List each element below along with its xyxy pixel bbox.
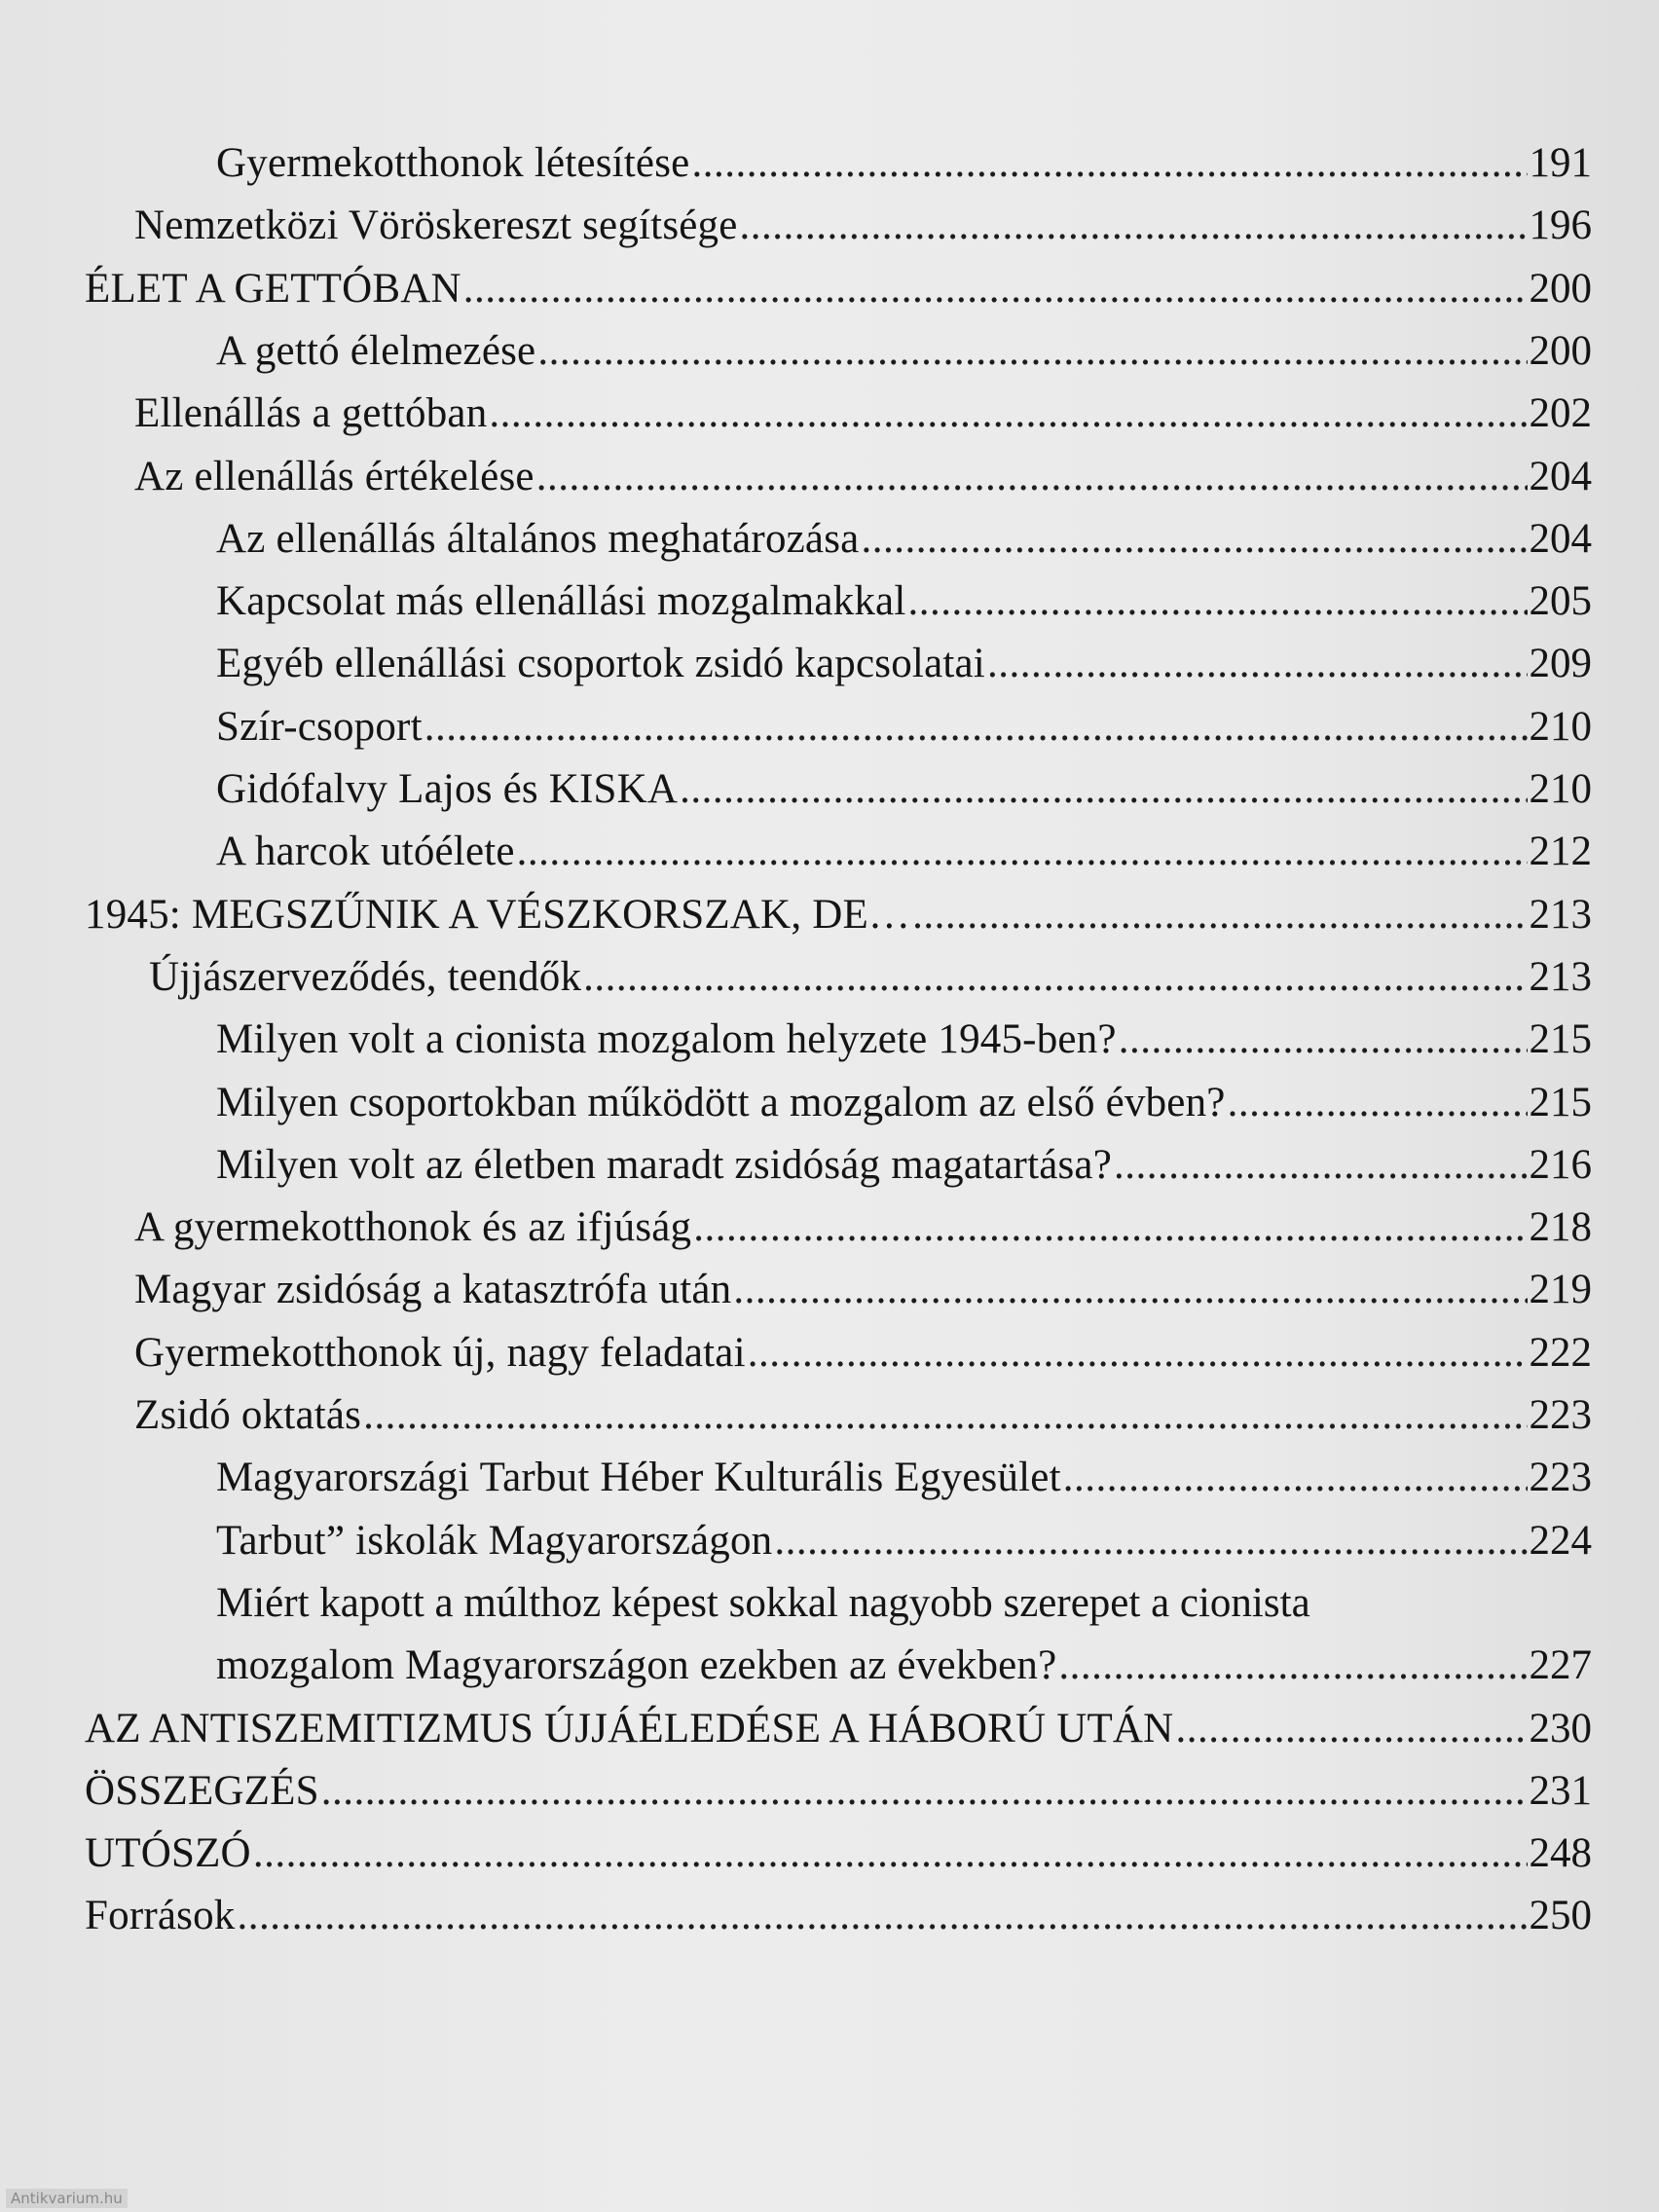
dot-leader [1228, 1076, 1528, 1130]
toc-entry-line [149, 950, 1592, 1005]
toc-entry-line [216, 700, 1592, 755]
dot-leader [517, 825, 1528, 879]
dot-leader [321, 1764, 1528, 1819]
toc-entry [0, 1200, 1659, 1263]
toc-entry-title: A gyermekotthonok és az ifjúság [134, 1204, 692, 1250]
toc-entry [0, 324, 1659, 387]
dot-leader [1063, 1451, 1528, 1505]
dot-leader [363, 1388, 1527, 1443]
toc-entry-title: Szír-csoport [216, 704, 423, 750]
dot-leader [424, 700, 1528, 755]
toc-entry-line [134, 199, 1592, 253]
toc-entry-page-number: 227 [1529, 1642, 1592, 1688]
toc-entry-line [216, 1514, 1592, 1568]
dot-leader [680, 762, 1527, 817]
toc-entry-page-number: 210 [1529, 704, 1592, 750]
toc-entry-title: Milyen volt a cionista mozgalom helyzete 1945-ben? [216, 1016, 1117, 1062]
toc-entry-line [216, 1451, 1592, 1505]
toc-entry-page-number: 196 [1529, 203, 1592, 248]
toc-entry-page-number: 205 [1529, 578, 1592, 624]
toc-entry-title: Gyermekotthonok új, nagy feladatai [134, 1330, 746, 1376]
toc-entry-title: Egyéb ellenállási csoportok zsidó kapcsolatai [216, 641, 985, 686]
toc-entry-line [85, 1826, 1592, 1881]
toc-entry [0, 450, 1659, 512]
toc-entry [0, 1326, 1659, 1388]
toc-entry [0, 762, 1659, 825]
toc-entry [0, 1013, 1659, 1075]
toc-entry-page-number: 218 [1529, 1204, 1592, 1250]
toc-entry-line [134, 1326, 1592, 1381]
toc-entry-line [85, 1764, 1592, 1819]
toc-entry-line [85, 888, 1592, 942]
dot-leader [237, 1889, 1527, 1943]
toc-entry-title: ÉLET A GETTÓBAN [85, 266, 461, 312]
toc-entry-line [216, 136, 1592, 191]
dot-leader [912, 888, 1527, 942]
toc-entry [0, 1076, 1659, 1138]
toc-entry [0, 1451, 1659, 1513]
toc-entry-title: ÖSSZEGZÉS [85, 1768, 319, 1814]
toc-entry [0, 262, 1659, 324]
dot-leader [463, 262, 1528, 316]
toc-entry-line [134, 1200, 1592, 1255]
toc-entry-title: Ellenállás a gettóban [134, 390, 488, 436]
dot-leader [691, 136, 1527, 191]
toc-entry-line [216, 1076, 1592, 1130]
dot-leader [1175, 1702, 1527, 1756]
toc-entry [0, 700, 1659, 762]
toc-entry-title: Magyarországi Tarbut Héber Kulturális Egyesület [216, 1455, 1061, 1500]
dot-leader [1058, 1639, 1527, 1693]
dot-leader [987, 637, 1528, 691]
watermark: Antikvarium.hu [6, 2189, 128, 2208]
toc-entry [0, 888, 1659, 950]
toc-entry-page-number: 209 [1529, 641, 1592, 686]
toc-entry-page-number: 200 [1529, 328, 1592, 374]
dot-leader [583, 950, 1527, 1005]
toc-entry-title: Az ellenállás értékelése [134, 454, 535, 499]
toc-entry [0, 1702, 1659, 1764]
toc-entry [0, 1263, 1659, 1325]
toc-entry-title: mozgalom Magyarországon ezekben az években? [216, 1642, 1057, 1688]
dot-leader [536, 450, 1528, 504]
toc-entry-line [216, 1639, 1592, 1693]
toc-entry-title: Kapcsolat más ellenállási mozgalmakkal [216, 578, 906, 624]
toc-entry-title: Magyar zsidóság a katasztrófa után [134, 1267, 732, 1312]
toc-entry-line [216, 637, 1592, 691]
toc-entry-line [216, 825, 1592, 879]
toc-entry-page-number: 202 [1529, 390, 1592, 436]
toc-entry-page-number: 222 [1529, 1330, 1592, 1376]
toc-entry [0, 1764, 1659, 1826]
toc-entry-line [216, 762, 1592, 817]
toc-entry [0, 1514, 1659, 1576]
dot-leader [1119, 1013, 1528, 1067]
toc-entry-page-number: 219 [1529, 1267, 1592, 1312]
toc-entry-page-number: 216 [1529, 1142, 1592, 1188]
toc-entry-page-number: 213 [1529, 892, 1592, 938]
toc-entry [0, 574, 1659, 637]
toc-entry-page-number: 215 [1529, 1080, 1592, 1125]
toc-entry-title: A gettó élelmezése [216, 328, 536, 374]
toc-entry-page-number: 200 [1529, 266, 1592, 312]
toc-entry-title: Az ellenállás általános meghatározása [216, 516, 860, 562]
toc-entry-title: Újjászerveződés, teendők [149, 954, 582, 1000]
toc-entry [0, 637, 1659, 699]
toc-entry-line [134, 450, 1592, 504]
toc-entry-title: 1945: MEGSZŰNIK A VÉSZKORSZAK, DE… [85, 892, 911, 938]
toc-entry-line [134, 1263, 1592, 1317]
toc-entry-title: Gyermekotthonok létesítése [216, 140, 690, 186]
toc-entry-title: Tarbut” iskolák Magyarországon [216, 1518, 773, 1564]
dot-leader [733, 1263, 1527, 1317]
toc-entry [0, 1826, 1659, 1889]
dot-leader [253, 1826, 1528, 1881]
toc-entry-title: Nemzetközi Vöröskereszt segítsége [134, 203, 738, 248]
toc-entry [0, 950, 1659, 1013]
toc-entry [0, 199, 1659, 261]
toc-entry [0, 1388, 1659, 1451]
toc-entry [0, 387, 1659, 449]
dot-leader [774, 1514, 1527, 1568]
toc-entry-title: A harcok utóélete [216, 829, 515, 874]
dot-leader [748, 1326, 1528, 1381]
toc-entry-line [85, 1889, 1592, 1943]
toc-entry-page-number: 210 [1529, 766, 1592, 812]
toc-entry-page-number: 204 [1529, 516, 1592, 562]
toc-entry-title: Gidófalvy Lajos és KISKA [216, 766, 679, 812]
toc-entry-page-number: 231 [1529, 1768, 1592, 1814]
toc-entry-page-number: 250 [1529, 1893, 1592, 1938]
toc-entry-title: Milyen csoportokban működött a mozgalom az első évben? [216, 1080, 1226, 1125]
dot-leader [537, 324, 1527, 379]
dot-leader [740, 199, 1528, 253]
dot-leader [861, 512, 1527, 567]
toc-entry-page-number: 223 [1529, 1392, 1592, 1438]
toc-entry [0, 1138, 1659, 1200]
toc-entry-title: Források [85, 1893, 236, 1938]
toc-entry-line [134, 387, 1592, 441]
toc-entry-title: AZ ANTISZEMITIZMUS ÚJJÁÉLEDÉSE A HÁBORÚ UTÁN [85, 1706, 1174, 1751]
toc-entry-line [216, 1138, 1592, 1193]
toc-entry [0, 825, 1659, 887]
dot-leader [489, 387, 1527, 441]
toc-entry-line [85, 262, 1592, 316]
toc-entry [0, 136, 1659, 199]
dot-leader [693, 1200, 1527, 1255]
dot-leader [1114, 1138, 1527, 1193]
toc-entry-page-number: 230 [1529, 1706, 1592, 1751]
toc-entry-line [216, 324, 1592, 379]
toc-entry-title: UTÓSZÓ [85, 1830, 251, 1876]
toc-entry [0, 1639, 1659, 1701]
toc-entry-line [216, 512, 1592, 567]
toc-entry-page-number: 213 [1529, 954, 1592, 1000]
toc-entry-line [134, 1388, 1592, 1443]
toc-entry-line [216, 1013, 1592, 1067]
toc-entry-title-continuation: Miért kapott a múlthoz képest sokkal nagyobb szerepet a cionista [216, 1580, 1310, 1626]
toc-entry-page-number: 224 [1529, 1518, 1592, 1564]
dot-leader [908, 574, 1528, 629]
toc-entry [0, 1889, 1659, 1951]
toc-entry [0, 512, 1659, 574]
toc-entry-line [216, 574, 1592, 629]
toc-entry-page-number: 223 [1529, 1455, 1592, 1500]
toc-entry-page-number: 212 [1529, 829, 1592, 874]
toc-entry-page-number: 204 [1529, 454, 1592, 499]
toc-entry-page-number: 215 [1529, 1016, 1592, 1062]
toc-entry-line [85, 1702, 1592, 1756]
toc-entry-title: Zsidó oktatás [134, 1392, 362, 1438]
toc-entry-title: Milyen volt az életben maradt zsidóság magatartása? [216, 1142, 1113, 1188]
toc-entry-page-number: 191 [1529, 140, 1592, 186]
toc-entry-page-number: 248 [1529, 1830, 1592, 1876]
